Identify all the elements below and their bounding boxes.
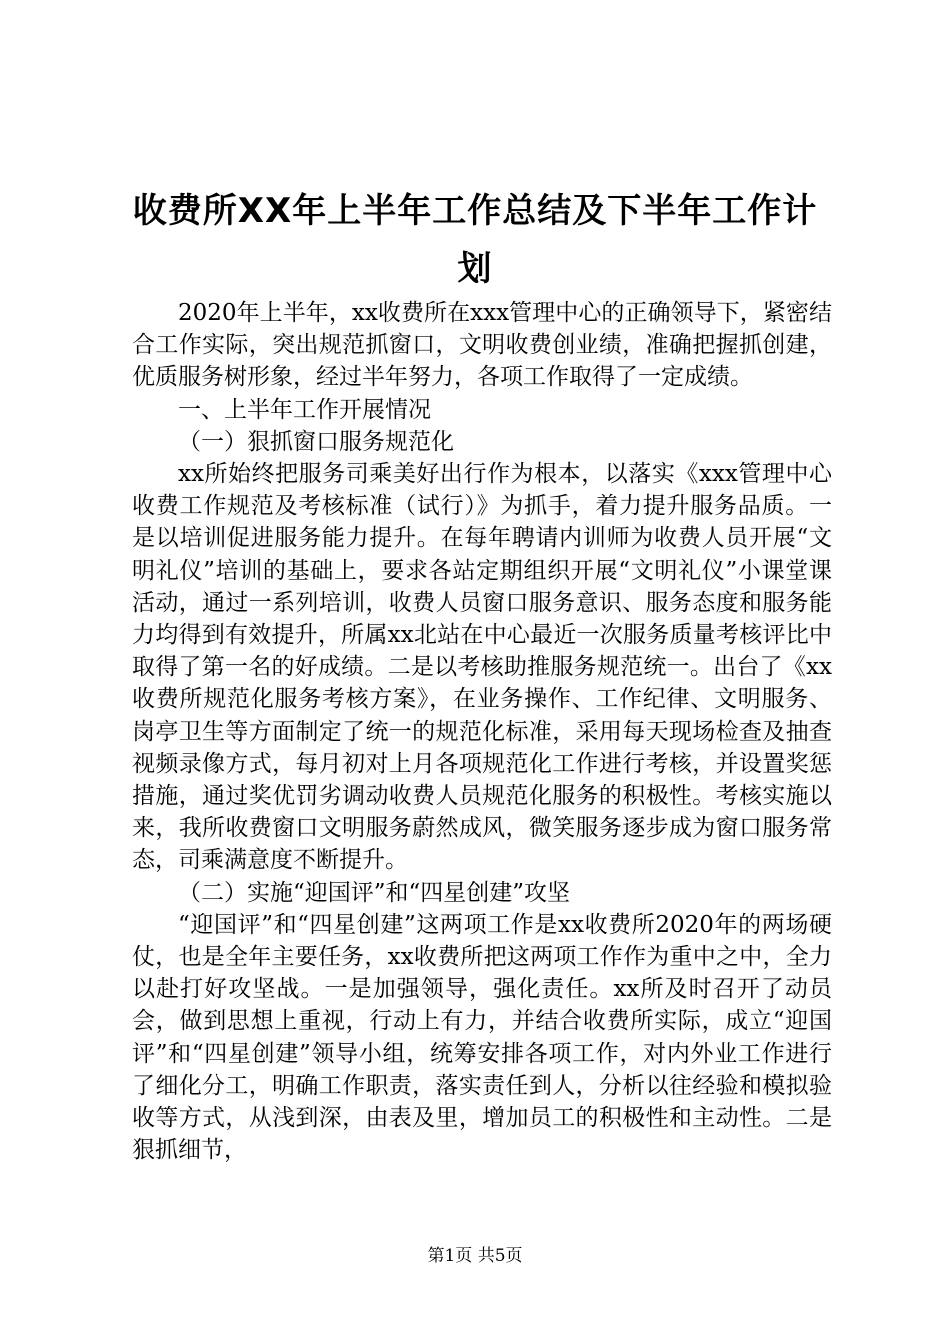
document-title: 收费所XX年上半年工作总结及下半年工作计划 [132, 191, 818, 289]
subsection-heading-1: （一）狠抓窗口服务规范化 [178, 428, 454, 455]
subsection-heading-2: （二）实施“迎国评”和“四星创建”攻坚 [178, 879, 571, 906]
intro-paragraph: 2020年上半年，xx收费所在xxx管理中心的正确领导下，紧密结合工作实际，突出规范抓窗口，文明收费创业绩，准确把握抓创建，优质服务树形象，经过半年努力，各项工作取得了一定成绩。 [132, 300, 832, 391]
body-paragraph-2: “迎国评”和“四星创建”这两项工作是xx收费所2020年的两场硬仗，也是全年主要任务，xx收费所把这两项工作作为重中之中，全力以赴打好攻坚战。一是加强领导，强化责任。xx所及时召开了动员会，做到思想上重视，行动上有力，并结合收费所实际，成立“迎国评”和“四星创建”领导小组，统筹安排各项工作，对内外业工作进行了细化分工，明确工作职责，落实责任到人，分析以往经验和模拟验收等方式，从浅到深，由表及里，增加员工的积极性和主动性。二是狠抓细节， [132, 911, 832, 1164]
section-heading: 一、上半年工作开展情况 [178, 396, 431, 423]
document-body [132, 297, 832, 1166]
page-footer: 第1页 共5页 [427, 1246, 523, 1266]
body-paragraph-1: xx所始终把服务司乘美好出行作为根本，以落实《xxx管理中心收费工作规范及考核标准（试行）》为抓手，着力提升服务品质。一是以培训促进服务能力提升。在每年聘请内训师为收费人员开展“文明礼仪”培训的基础上，要求各站定期组织开展“文明礼仪”小课堂课活动，通过一系列培训，收费人员窗口服务意识、服务态度和服务能力均得到有效提升，所属xx北站在中心最近一次服务质量考核评比中取得了第一名的好成绩。二是以考核助推服务规范统一。出台了《xx收费所规范化服务考核方案》，在业务操作、工作纪律、文明服务、岗亭卫生等方面制定了统一的规范化标准，采用每天现场检查及抽查视频录像方式，每月初对上月各项规范化工作进行考核，并设置奖惩措施，通过奖优罚劣调动收费人员规范化服务的积极性。考核实施以来，我所收费窗口文明服务蔚然成风，微笑服务逐步成为窗口服务常态，司乘满意度不断提升。 [132, 461, 832, 874]
